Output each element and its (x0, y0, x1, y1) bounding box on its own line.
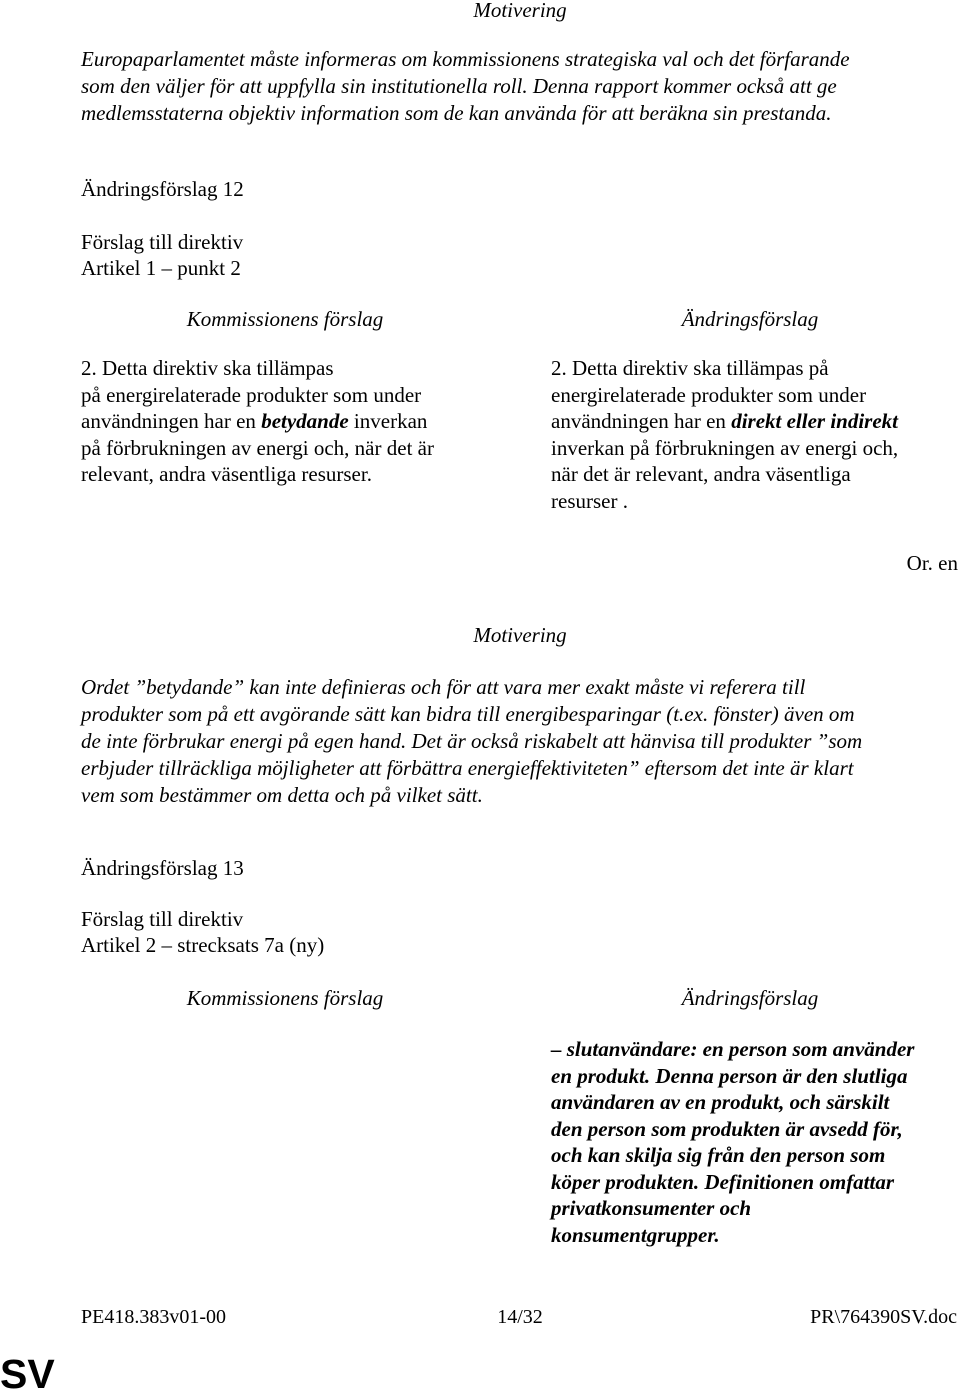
original-language: Or. en (906, 551, 958, 575)
motivering-12-line: produkter som på ett avgörande sätt kan bidra till energibesparingar (t.ex. fönster) även om (81, 702, 855, 726)
text-line (551, 408, 951, 435)
text-line: relevant, andra väsentliga resurser. (81, 462, 372, 486)
amendment-12-left-header: Kommissionens förslag (186, 307, 384, 331)
text-line: och kan skilja sig från den person som (551, 1143, 886, 1167)
text-line: – slutanvändare: en person som använder (551, 1037, 915, 1061)
motivering-top-line: medlemsstaterna objektiv information som de kan använda för att beräkna sin prestanda. (81, 101, 832, 125)
amendment-13-left-header: Kommissionens förslag (186, 986, 384, 1010)
text-line: på förbrukningen av energi och, när det är (81, 435, 434, 460)
footer-language-code: SV (0, 1351, 55, 1397)
text-line: 2. Detta direktiv ska tillämpas på (551, 356, 829, 380)
text-line: på energirelaterade produkter som under (81, 382, 422, 407)
amendment-13-right-header: Ändringsförslag (681, 986, 819, 1010)
text-line: resurser . (551, 488, 628, 513)
highlighted-term: betydande (261, 409, 349, 433)
amendment-12-amended-text (551, 355, 951, 514)
amendment-13-article: Artikel 2 – strecksats 7a (ny) (81, 933, 325, 957)
motivering-heading-top: Motivering (473, 0, 567, 22)
amendment-12-number: Ändringsförslag 12 (81, 177, 244, 201)
motivering-12-line: Ordet ”betydande” kan inte definieras och för att vara mer exakt måste vi referera till (81, 675, 806, 699)
text-line (81, 408, 501, 435)
text-line: den person som produkten är avsedd för, (551, 1116, 903, 1141)
text-segment: användningen har en (81, 409, 262, 433)
motivering-12-line: de inte förbrukar energi på egen hand. Det är också riskabelt att hänvisa till produkter ”som (81, 729, 863, 753)
text-segment: användningen har en (551, 409, 732, 433)
amendment-13-number: Ändringsförslag 13 (81, 856, 244, 880)
text-line: en produkt. Denna person är den slutliga (551, 1063, 908, 1088)
motivering-heading-12: Motivering (473, 623, 567, 647)
text-line: 2. Detta direktiv ska tillämpas (81, 356, 334, 380)
amendment-13-amended-text (551, 1036, 956, 1248)
amendment-12-proposal: Förslag till direktiv (81, 230, 244, 254)
motivering-top-line: som den väljer för att uppfylla sin institutionella roll. Denna rapport kommer också att ge (81, 74, 837, 98)
footer-filename: PR\764390SV.doc (810, 1306, 957, 1328)
text-line: inverkan på förbrukningen av energi och, (551, 435, 899, 460)
text-line: energirelaterade produkter som under (551, 382, 867, 407)
footer-page-number: 14/32 (497, 1306, 543, 1328)
motivering-text-12 (81, 674, 951, 809)
text-line: privatkonsumenter och (551, 1196, 752, 1220)
text-line: när det är relevant, andra väsentliga (551, 462, 851, 486)
motivering-text-top (81, 46, 951, 127)
motivering-top-line: Europaparlamentet måste informeras om kommissionens strategiska val och det förfarande (81, 47, 850, 71)
text-line: köper produkten. Definitionen omfattar (551, 1169, 895, 1194)
amendment-12-commission-text (81, 355, 501, 488)
footer-doc-ref: PE418.383v01-00 (81, 1306, 226, 1328)
amendment-12-right-header: Ändringsförslag (681, 307, 819, 331)
text-segment: inverkan (348, 409, 428, 433)
text-line: användaren av en produkt, och särskilt (551, 1090, 890, 1114)
highlighted-term: direkt eller indirekt (731, 409, 899, 433)
text-line: konsumentgrupper. (551, 1222, 720, 1247)
motivering-12-line: vem som bestämmer om detta och på vilket sätt. (81, 783, 483, 807)
amendment-13-proposal: Förslag till direktiv (81, 907, 244, 931)
motivering-12-line: erbjuder tillräckliga möjligheter att förbättra energieffektiviteten” eftersom det inte är klart (81, 756, 854, 780)
amendment-12-article: Artikel 1 – punkt 2 (81, 256, 241, 280)
